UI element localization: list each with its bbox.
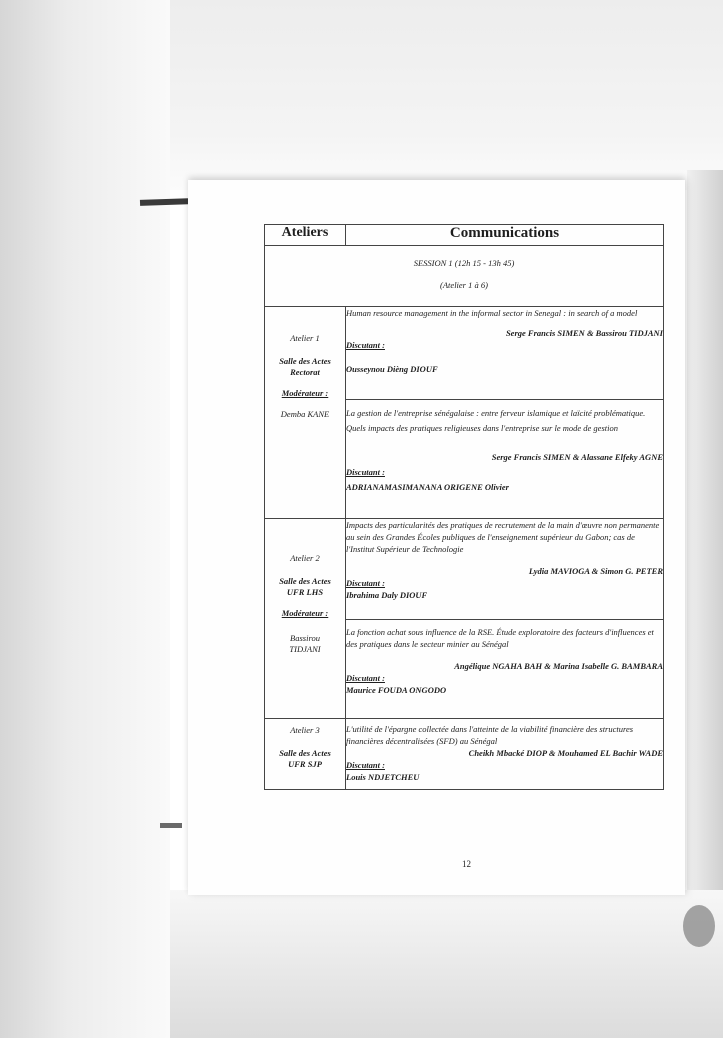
scan-shadow-top (170, 0, 723, 190)
table-row (265, 719, 664, 790)
atelier-room (265, 576, 345, 598)
discussant-name: ADRIANAMASIMANANA ORIGENE Olivier (346, 482, 509, 492)
moderator-name-line2: TIDJANI (289, 644, 321, 654)
program-table (264, 224, 664, 790)
moderator-name (265, 633, 345, 655)
communication-title: Impacts des particularités des pratiques de recrutement de la main d'œuvre non permanente au sein des Grandes Écoles publiques de l'enseignement supérieur du Gabon; cas de l'Institut Supérieur de Technologie (346, 520, 660, 554)
atelier-room-line2: Rectorat (290, 367, 320, 377)
atelier-room-line2: UFR SJP (288, 759, 322, 769)
communication-cell (346, 307, 664, 400)
communication-title: L'utilité de l'épargne collectée dans l'atteinte de la viabilité financière des structures financières décentralisées (SFD) au Sénégal (346, 724, 634, 746)
atelier-room-line1: Salle des Actes (279, 576, 331, 586)
table-header-row (265, 225, 664, 246)
communication-title: La fonction achat sous influence de la RSE. Étude exploratoire des facteurs d'influences et des pratiques dans le secteur minier au Sénégal (346, 627, 654, 649)
discussant-name: Louis NDJETCHEU (346, 772, 420, 782)
scan-shadow-left (0, 0, 170, 1038)
discussant-name: Ousseynou Dièng DIOUF (346, 364, 438, 374)
communication-cell (346, 519, 664, 620)
discussant-label: Discutant : (346, 340, 385, 350)
discussant-label: Discutant : (346, 673, 385, 683)
atelier-room-line1: Salle des Actes (279, 748, 331, 758)
communication-title: La gestion de l'entreprise sénégalaise : entre ferveur islamique et laïcité problématique. Quels impacts des pratiques religieuses dans l'entreprise sur le mode de gestion (346, 408, 646, 433)
discussant-label: Discutant : (346, 760, 385, 770)
scan-edge-mark (140, 198, 192, 206)
atelier-room-line1: Salle des Actes (279, 356, 331, 366)
atelier-room (265, 748, 345, 770)
communication-title: Human resource management in the informal sector in Senegal : in search of a model (346, 308, 638, 318)
moderator-label: Modérateur : (281, 608, 329, 618)
page-number: 12 (462, 859, 471, 869)
table-row (265, 519, 664, 620)
moderator-name-line1: Bassirou (290, 633, 320, 643)
moderator-label: Modérateur : (281, 388, 329, 398)
atelier-room-line2: UFR LHS (286, 587, 324, 597)
scan-shadow-bottom (170, 890, 723, 1038)
header-ateliers: Ateliers (265, 225, 346, 246)
discussant-name: Ibrahima Daly DIOUF (346, 590, 428, 600)
discussant-label: Discutant : (346, 467, 385, 477)
communication-authors: Serge Francis SIMEN & Alassane Elfeky AGNE (491, 452, 663, 462)
session-cell (265, 246, 664, 307)
communication-cell (346, 400, 664, 519)
table-row (265, 307, 664, 400)
atelier-name: Atelier 1 (290, 333, 320, 343)
scan-edge-mark-lower (160, 823, 182, 828)
session-row (265, 246, 664, 307)
scan-corner-smudge (683, 905, 715, 947)
atelier-1-cell (265, 307, 346, 519)
atelier-3-cell (265, 719, 346, 790)
atelier-name: Atelier 2 (290, 553, 320, 563)
header-communications: Communications (346, 225, 664, 246)
communication-authors: Lydia MAVIOGA & Simon G. PETER (528, 566, 663, 576)
atelier-name: Atelier 3 (290, 725, 320, 735)
communication-cell (346, 719, 664, 790)
moderator-name: Demba KANE (280, 409, 330, 419)
communication-authors: Cheikh Mbacké DIOP & Mouhamed EL Bachir WADE (468, 748, 663, 758)
session-title: SESSION 1 (12h 15 - 13h 45) (413, 258, 515, 268)
atelier-2-cell (265, 519, 346, 719)
discussant-name: Maurice FOUDA ONGODO (346, 685, 447, 695)
communication-cell (346, 620, 664, 719)
session-subtitle: (Atelier 1 à 6) (440, 280, 488, 290)
atelier-room (265, 356, 345, 378)
communication-authors: Angélique NGAHA BAH & Marina Isabelle G. BAMBARA (454, 661, 663, 671)
communication-authors: Serge Francis SIMEN & Bassirou TIDJANI (505, 328, 663, 338)
discussant-label: Discutant : (346, 578, 385, 588)
